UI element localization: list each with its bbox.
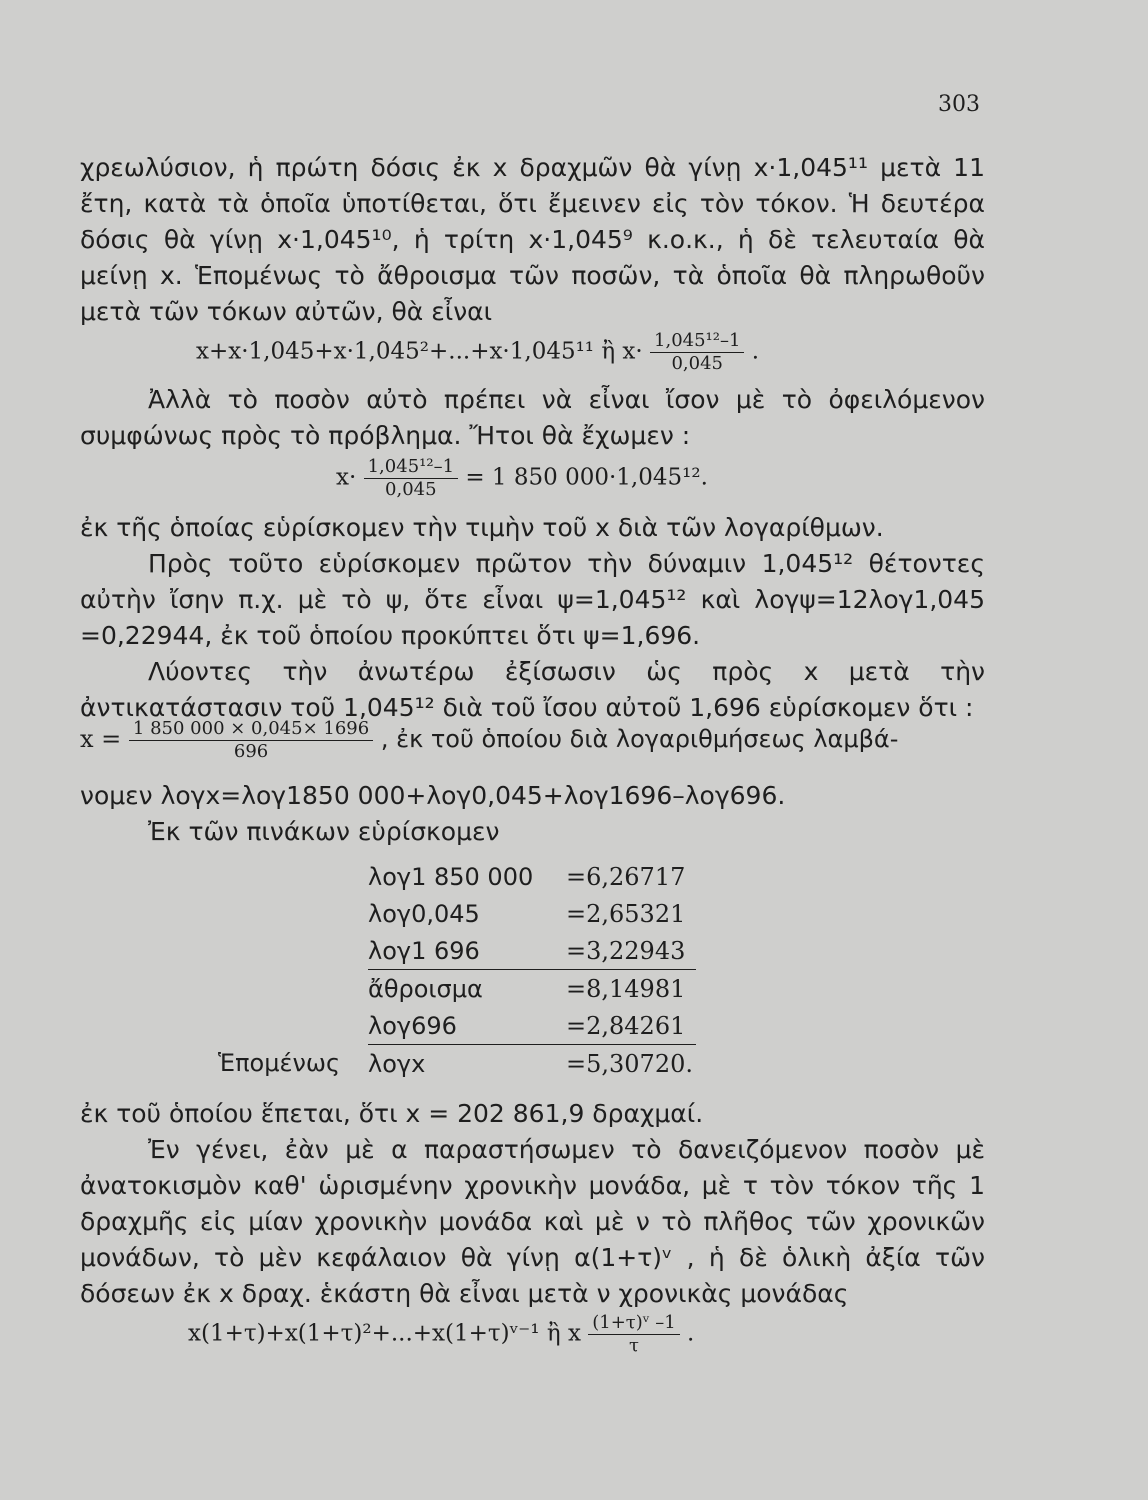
equation-sum-denominator: 0,045 (671, 353, 723, 374)
equation-x-numerator: 1 850 000 × 0,045× 1696 (129, 718, 373, 741)
equation-x-lhs: x = (80, 725, 122, 753)
log-row-prefix (218, 895, 368, 932)
log-row-prefix (218, 932, 368, 970)
equation-general-fraction (588, 1312, 679, 1357)
paragraph-5-text: Λύοντες τὴν ἀνωτέρω ἐξίσωσιν ὡς πρὸς x μετὰ τὴν ἀντικατάστασιν τοῦ 1,045¹² διὰ τοῦ ἴσου αὐτοῦ 1,696 εὑρίσκομεν ὅτι : (80, 657, 985, 722)
equation-general-sum (188, 1312, 694, 1357)
equation-general-end: . (686, 1320, 695, 1347)
equation-balance (336, 456, 708, 501)
log-row-sum (218, 970, 696, 1008)
logarithm-table (218, 858, 696, 1082)
log-row-prefix (218, 858, 368, 895)
paragraph-6-text: Ἐκ τῶν πινάκων εὑρίσκομεν (148, 817, 500, 846)
equation-balance-numerator: 1,045¹²–1 (364, 456, 458, 479)
paragraphs-3-5 (80, 510, 985, 726)
equation-general-lhs: x(1+τ)+x(1+τ)²+...+x(1+τ)ᵛ⁻¹ ἢ x (188, 1320, 581, 1347)
equation-x-value (80, 718, 898, 763)
equation-sum-lhs: x+x·1,045+x·1,045²+...+x·1,045¹¹ ἢ x· (196, 338, 643, 365)
equation-x-trailing-text: , ἐκ τοῦ ὁποίου διὰ λογαριθμήσεως λαμβά- (380, 725, 899, 753)
equation-balance-fraction (364, 456, 458, 501)
log-row-value: =3,22943 (566, 936, 686, 965)
equation-general-numerator: (1+τ)ᵛ –1 (588, 1312, 679, 1335)
paragraph-1-text: χρεωλύσιον, ἡ πρώτη δόσις ἐκ x δραχμῶν θὰ γίνῃ x·1,045¹¹ μετὰ 11 ἔτη, κατὰ τὰ ὁποῖα ὑποτίθεται, ὅτι ἔμεινεν εἰς τὸν τόκον. Ἡ δευτέρα δόσις θὰ γίνῃ x·1,045¹⁰, ἡ τρίτη x·1,045⁹ κ.ο.κ., ἡ δὲ τελευταία θὰ μείνῃ x. Ἑπομένως τὸ ἄθροισμα τῶν ποσῶν, τὰ ὁποῖα θὰ πληρωθοῦν μετὰ τῶν τόκων αὐτῶν, θὰ εἶναι (80, 153, 985, 326)
log-row (218, 895, 696, 932)
log-row-value: =6,26717 (566, 862, 686, 891)
paragraphs-7-8 (80, 1096, 985, 1312)
log-row (218, 1007, 696, 1045)
equation-x-denominator: 696 (233, 741, 269, 762)
paragraph-3-text: ἐκ τῆς ὁποίας εὑρίσκομεν τὴν τιμὴν τοῦ x διὰ τῶν λογαρίθμων. (80, 513, 884, 542)
equation-balance-rhs: = 1 850 000·1,045¹². (465, 464, 708, 491)
paragraph-2-text: Ἀλλὰ τὸ ποσὸν αὐτὸ πρέπει νὰ εἶναι ἴσον μὲ τὸ ὀφειλόμενον συμφώνως πρὸς τὸ πρόβλημα. Ἤτοι θὰ ἔχωμεν : (80, 385, 985, 450)
equation-balance-lhs: x· (336, 464, 357, 491)
paragraph-1 (80, 150, 985, 330)
log-row-label: λογ1 696 (368, 936, 480, 965)
log-row-prefix: Ἑπομένως (218, 1049, 341, 1078)
log-row-prefix (218, 970, 368, 1008)
equation-sum-end: . (751, 338, 760, 365)
log-row-value: =2,65321 (566, 899, 686, 928)
paragraphs-6 (80, 778, 985, 850)
paragraph-2 (80, 382, 985, 454)
page-number: 303 (938, 92, 980, 117)
paragraph-7-text: ἐκ τοῦ ὁποίου ἕπεται, ὅτι x = 202 861,9 δραχμαί. (80, 1099, 704, 1128)
log-row-label: λογx (368, 1045, 566, 1083)
equation-sum-numerator: 1,045¹²–1 (650, 330, 744, 353)
equation-balance-denominator: 0,045 (385, 479, 437, 500)
equation-sum-fraction (650, 330, 744, 375)
equation-sum-of-payments (196, 330, 759, 375)
log-row-value: =2,84261 (566, 1011, 686, 1040)
log-row-label: λογ696 (368, 1011, 457, 1040)
equation-general-denominator: τ (628, 1335, 639, 1356)
log-x-line: νομεν λογx=λογ1850 000+λογ0,045+λογ1696–λογ696. (80, 781, 786, 810)
equation-x-fraction (129, 718, 373, 763)
paragraph-4-text: Πρὸς τοῦτο εὑρίσκομεν πρῶτον τὴν δύναμιν 1,045¹² θέτοντες αὐτὴν ἴσην π.χ. μὲ τὸ ψ, ὅτε εἶναι ψ=1,045¹² καὶ λογψ=12λογ1,045 =0,22944, ἐκ τοῦ ὁποίου προκύπτει ὅτι ψ=1,696. (80, 549, 985, 650)
log-row (218, 932, 696, 970)
log-row-result (218, 1045, 696, 1083)
log-row-label: λογ0,045 (368, 899, 480, 928)
paragraph-8-text: Ἐν γένει, ἐὰν μὲ α παραστήσωμεν τὸ δανειζόμενον ποσὸν μὲ ἀνατοκισμὸν καθ' ὡρισμένην χρονικὴν μονάδα, μὲ τ τὸν τόκον τῆς 1 δραχμῆς εἰς μίαν χρονικὴν μονάδα καὶ μὲ ν τὸ πλῆθος τῶν χρονικῶν μονάδων, τὸ μὲν κεφάλαιον θὰ γίνῃ α(1+τ)ᵛ , ἡ δὲ ὁλικὴ ἀξία τῶν δόσεων ἐκ x δραχ. ἑκάστη θὰ εἶναι μετὰ ν χρονικὰς μονάδας (80, 1135, 985, 1308)
log-row-value: =5,30720. (566, 1045, 696, 1083)
log-row-prefix (218, 1007, 368, 1045)
log-row-value: =8,14981 (566, 970, 696, 1008)
log-row-label: ἄθροισμα (368, 970, 566, 1008)
log-row-label: λογ1 850 000 (368, 862, 534, 891)
log-row (218, 858, 696, 895)
